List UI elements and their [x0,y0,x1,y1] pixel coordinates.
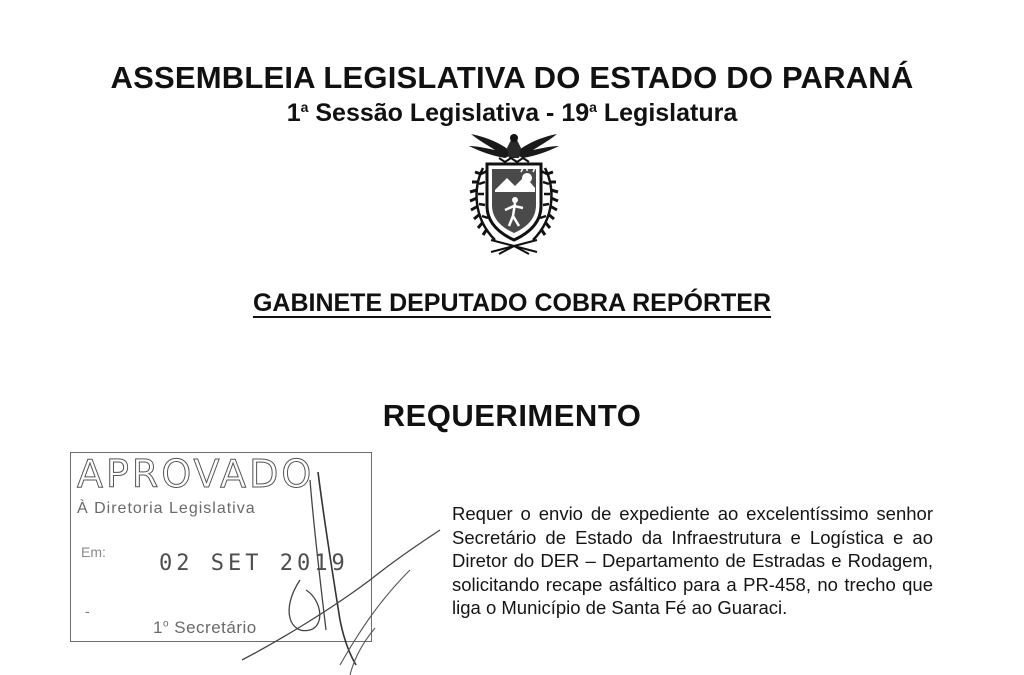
session-text: Sessão Legislativa - [308,99,562,127]
cabinet-heading [0,291,1024,316]
cabinet-heading-text: GABINETE DEPUTADO COBRA REPÓRTER [252,289,772,317]
request-summary: Requer o envio de expediente ao excelentíssimo senhor Secretário de Estado da Infraestrutura e Logística e ao Diretor do DER – Departamento de Estradas e Rodagem, solicitando recape asfáltico para a PR-458, no trecho que liga o Município de Santa Fé ao Guaraci. [452,503,933,618]
session-number: 1 [286,99,301,127]
stamp-signer-title: Secretário [169,618,257,637]
document-type-heading: REQUERIMENTO [382,398,642,433]
session-ordinal: a [300,99,309,115]
legislature-text: Legislatura [596,99,738,127]
stamp-signer-number: 1 [153,618,163,637]
legislature-ordinal: a [589,99,597,115]
stamp-date-label: Em: [81,544,106,560]
handwritten-signature [240,460,460,675]
stamp-dash: - [85,603,90,619]
institution-title: ASSEMBLEIA LEGISLATIVA DO ESTADO DO PARANÁ [110,60,914,95]
coat-of-arms-icon [455,128,573,264]
stamp-destination: À Diretoria Legislativa [77,500,256,517]
stamp-signer-ordinal: o [162,618,170,630]
stamp-date: 02 SET 2019 [159,551,349,576]
stamp-status: APROVADO [77,452,315,496]
session-subtitle [0,100,1024,126]
legislature-number: 19 [561,99,590,127]
